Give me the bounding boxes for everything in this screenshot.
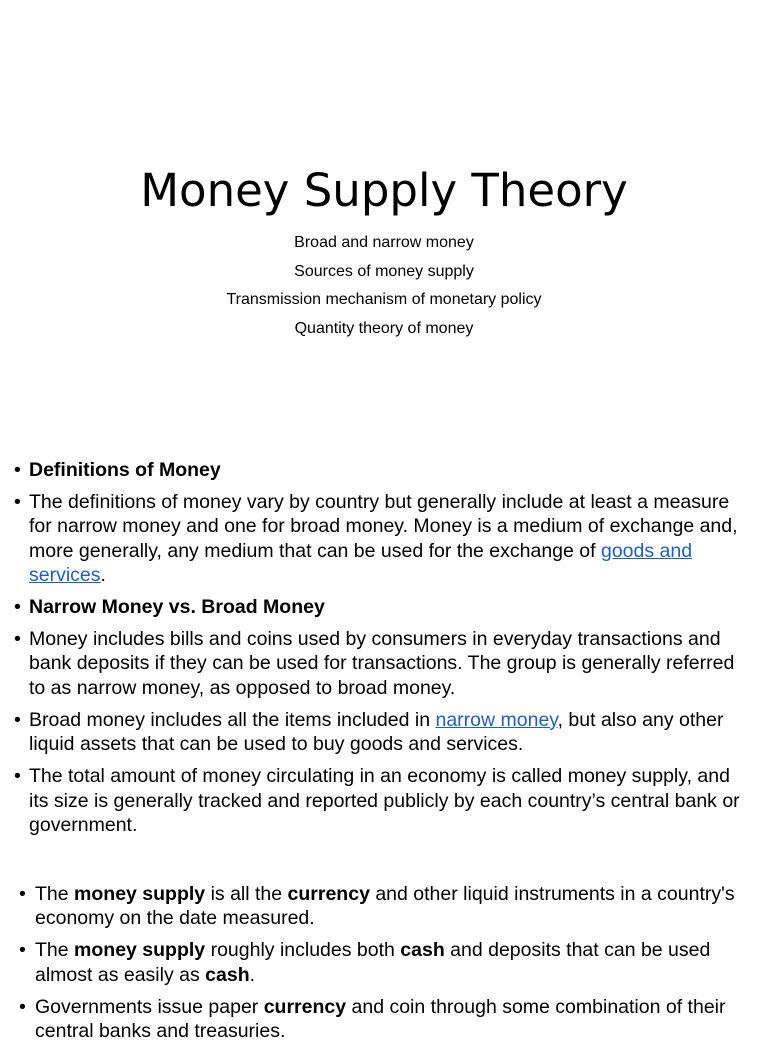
bullet-dot: • bbox=[19, 995, 26, 1018]
bullet-item bbox=[19, 882, 754, 931]
bullet-dot: • bbox=[19, 939, 26, 962]
narrow-money-text: Money includes bills and coins used by consumers in everyday transactions and bank deposits if they can be used for transactions. The group is generally referred to as narrow money, as opposed to broad money. bbox=[29, 628, 735, 699]
definitions-bullet-list bbox=[14, 458, 754, 845]
bullet-item bbox=[14, 490, 754, 587]
money-supply-total-text: The total amount of money circulating in an economy is called money supply, and its size is generally tracked and reported publicly by each country’s central bank or government. bbox=[29, 765, 740, 836]
bullet-dot: • bbox=[19, 883, 26, 905]
bullet-item bbox=[14, 595, 754, 619]
text-fragment: is all the bbox=[205, 883, 288, 905]
subtitle-list bbox=[0, 229, 768, 344]
text-fragment: and other liquid instruments in a country's economy on the date measured. bbox=[35, 883, 735, 930]
broad-money-text-start: Broad money includes all the items included in bbox=[29, 708, 436, 731]
broad-money-text-end: , but also any other liquid assets that can be used to buy goods and services. bbox=[29, 708, 724, 756]
bullet-item bbox=[14, 708, 754, 757]
text-fragment: roughly includes both bbox=[205, 939, 401, 962]
text-fragment: The bbox=[35, 883, 75, 905]
subtitle-item: Sources of money supply bbox=[294, 262, 474, 280]
definitions-text: The definitions of money vary by country but generally include at least a measure for narrow money and one for broad money. Money is a medium of exchange and, more generally, any medium that can be used for the exchange of bbox=[29, 491, 738, 562]
definitions-heading: Definitions of Money bbox=[29, 459, 221, 481]
subtitle-item: Broad and narrow money bbox=[294, 234, 474, 251]
money-supply-bullet-list bbox=[19, 882, 754, 1051]
bold-term: money supply bbox=[74, 883, 206, 905]
bullet-item bbox=[19, 938, 754, 987]
bold-term: currency bbox=[287, 883, 370, 905]
narrow-vs-broad-heading: Narrow Money vs. Broad Money bbox=[29, 596, 325, 619]
text-fragment: and deposits that can be used almost as easily as bbox=[35, 939, 711, 986]
subtitle-item: Quantity theory of money bbox=[294, 320, 474, 338]
bullet-dot: • bbox=[14, 459, 21, 481]
text-fragment: and coin through some combination of their central banks and treasuries. bbox=[35, 995, 726, 1043]
bullet-item bbox=[14, 627, 754, 700]
bullet-item bbox=[19, 995, 754, 1044]
bold-term: cash bbox=[205, 963, 250, 986]
bullet-dot: • bbox=[14, 708, 21, 731]
bullet-item bbox=[14, 764, 754, 837]
bullet-dot: • bbox=[14, 628, 21, 651]
text-fragment: The bbox=[35, 939, 75, 962]
text-fragment: Governments issue paper bbox=[35, 995, 264, 1018]
bullet-dot: • bbox=[14, 596, 21, 619]
page-title: Money Supply Theory bbox=[140, 164, 628, 217]
narrow-money-link[interactable]: narrow money bbox=[435, 708, 558, 731]
text-fragment: . bbox=[249, 963, 256, 986]
subtitle-item: Transmission mechanism of monetary policy bbox=[226, 291, 542, 309]
bold-term: money supply bbox=[74, 939, 206, 962]
bold-term: cash bbox=[400, 939, 445, 962]
goods-and-services-link[interactable]: goods and services bbox=[29, 539, 693, 586]
definitions-end: . bbox=[100, 563, 106, 586]
bold-term: currency bbox=[263, 995, 347, 1018]
bullet-dot: • bbox=[14, 765, 21, 788]
bullet-item bbox=[14, 458, 754, 482]
bullet-dot: • bbox=[14, 491, 21, 514]
